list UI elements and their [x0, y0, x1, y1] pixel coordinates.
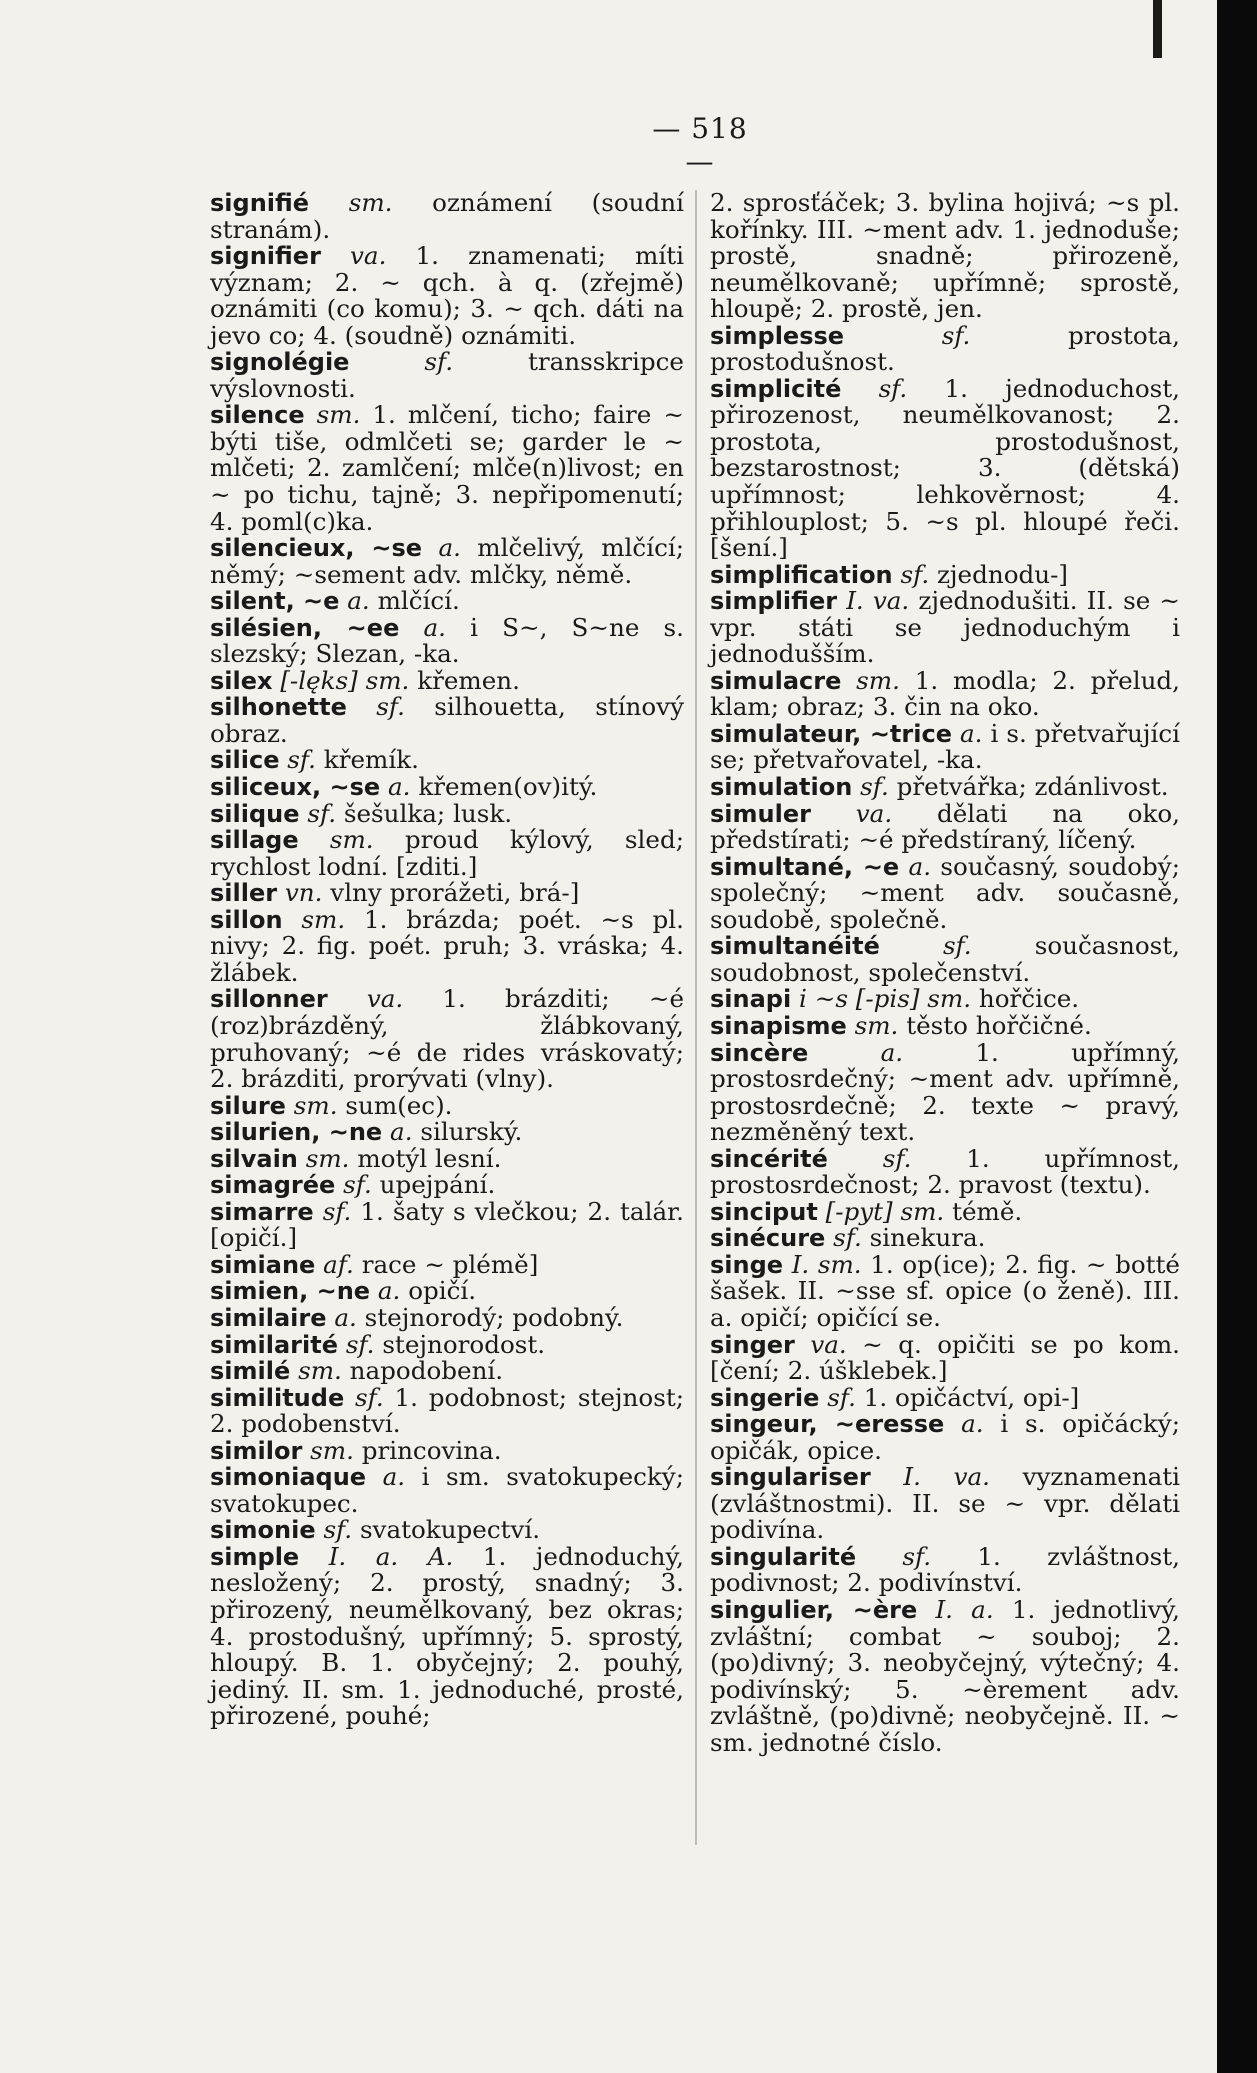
entry-definition: témě. [952, 1196, 1023, 1226]
entry-headword: similaire [210, 1303, 327, 1332]
entry-headword: simultané, ~e [710, 852, 900, 881]
dictionary-entry [710, 1464, 1180, 1544]
dictionary-entry [210, 1278, 684, 1305]
entry-grammar: sf. [322, 1196, 352, 1226]
page-number: — 518 — [652, 112, 748, 178]
dictionary-entry [710, 190, 1180, 323]
entry-grammar: a. [388, 772, 411, 802]
dictionary-entry [210, 665, 684, 695]
dictionary-entry [710, 1225, 1180, 1252]
dictionary-entry [710, 718, 1180, 775]
entry-headword: simonie [210, 1516, 316, 1545]
entry-definition: křemík. [323, 745, 419, 775]
entry-definition: i sm. svatokupecký; svatokupec. [210, 1462, 684, 1518]
entry-definition: 1. mlčení, ticho; faire ~ býti tiše, odmlčeti se; garder le ~ mlčeti; 2. zamlčení; mlče(n)livost; en ~ po tichu, tajně; 3. nepřipomenutí; 4. poml(c)ka. [210, 400, 684, 536]
dictionary-entry [710, 1010, 1180, 1040]
dictionary-entry [210, 1464, 684, 1517]
entry-grammar: a. [961, 1409, 984, 1439]
entry-definition: 1. zvláštnost, podivnost; 2. podivínství. [710, 1541, 1180, 1598]
dictionary-entry [210, 1196, 684, 1253]
dictionary-entry [210, 190, 684, 243]
entry-definition: i S~, S~ne s. slezský; Slezan, -ka. [210, 612, 684, 669]
dictionary-entry [710, 1143, 1180, 1200]
entry-definition: 1. jednoduchost, přirozenost, neumělkovanost; 2. prostota, prostodušnost, bezstarostnost; 3. (dětská) upřímnost; lehkověrnost; 4. přihlouplost; 5. ~s pl. hloupé řeči. [šení.] [710, 373, 1180, 563]
entry-definition: šešulka; lusk. [343, 798, 513, 828]
dictionary-entry [210, 1541, 684, 1731]
entry-definition: těsto hořčičné. [906, 1010, 1092, 1040]
entry-definition: 2. sprosťáček; 3. bylina hojivá; ~s pl. kořínky. III. ~ment adv. 1. jednoduše; prostě, snadně; přirozeně, neumělkovaně; upřímně; sprostě, hloupě; 2. prostě, jen. [710, 188, 1180, 324]
entry-headword: siliceux, ~se [210, 773, 381, 802]
entry-definition: svatokupectví. [359, 1515, 541, 1545]
entry-grammar: a. [880, 1037, 904, 1067]
entry-grammar: I. a. A. [328, 1541, 454, 1571]
entry-definition: 1. jednotlivý, zvláštní; combat ~ souboj; 2. (po)divný; 3. neobyčejný, výtečný; 4. podivínský; 5. ~èrement adv. zvláštně, (po)divně; neobyčejně. II. ~ sm. jednotné číslo. [710, 1594, 1180, 1757]
entry-grammar: sf. [942, 931, 972, 961]
dictionary-entry [210, 1249, 684, 1279]
entry-grammar: I. a. [935, 1594, 994, 1624]
dictionary-entry [210, 1517, 684, 1544]
entry-headword: silique [210, 799, 300, 828]
entry-headword: sillonner [210, 985, 328, 1014]
entry-definition: i s. opičácký; opičák, opice. [710, 1409, 1180, 1465]
dictionary-entry [710, 1249, 1180, 1332]
entry-grammar: a. [347, 586, 370, 616]
entry-grammar: a. [382, 1462, 406, 1492]
entry-grammar: sf. [878, 373, 908, 403]
entry-grammar: sf. [941, 320, 971, 350]
entry-definition: ~ q. opičiti se po kom. [čení; 2. úšklebek.] [710, 1329, 1180, 1386]
entry-definition: křemen(ov)itý. [418, 772, 598, 802]
entry-headword: simoniaque [210, 1463, 367, 1492]
entry-headword: sinécure [710, 1224, 826, 1253]
dictionary-entry [210, 1302, 684, 1332]
entry-headword: simplifier [710, 587, 838, 616]
dictionary-entry [710, 588, 1180, 668]
entry-grammar: I. va. [903, 1462, 990, 1492]
entry-definition: hořčice. [978, 984, 1080, 1014]
entry-headword: simiane [210, 1250, 316, 1279]
entry-definition: transskripce výslovnosti. [210, 347, 684, 403]
entry-headword: siller [210, 879, 278, 908]
entry-grammar: sm. [316, 400, 361, 430]
entry-definition: oznámení (soudní stranám). [210, 188, 684, 244]
entry-definition: 1. brázda; poét. ~s pl. nivy; 2. fig. poét. pruh; 3. vráska; 4. žlábek. [210, 904, 684, 987]
entry-headword: similé [210, 1357, 291, 1386]
dictionary-entry [710, 933, 1180, 986]
entry-definition: princovina. [361, 1435, 502, 1465]
entry-grammar: a. [390, 1117, 413, 1147]
entry-definition: napodobení. [349, 1356, 504, 1386]
entry-headword: silice [210, 746, 280, 775]
entry-headword: similitude [210, 1383, 345, 1412]
entry-definition: 1. opičáctví, opi-] [863, 1382, 1080, 1412]
entry-headword: simple [210, 1542, 300, 1571]
entry-headword: sincérité [710, 1144, 828, 1173]
entry-definition: race ~ plémě] [361, 1249, 539, 1279]
entry-definition: vyznamenati (zvláštnostmi). II. se ~ vpr. dělati podivína. [710, 1462, 1180, 1545]
dictionary-entry [710, 373, 1180, 563]
entry-grammar: sf. [902, 1541, 932, 1571]
dictionary-entry [710, 559, 1180, 589]
dictionary-entry [210, 1382, 684, 1439]
dictionary-entry [210, 588, 684, 615]
dictionary-entry [210, 1358, 684, 1385]
dictionary-entry [210, 880, 684, 907]
entry-grammar: va. [366, 984, 404, 1014]
entry-grammar: sf. [827, 1382, 856, 1412]
entry-grammar: sf. [345, 1329, 375, 1359]
entry-definition: vlny prorážeti, brá-] [330, 878, 580, 908]
entry-grammar: a. [959, 718, 983, 748]
entry-definition: i s. přetvařující se; přetvařovatel, -ka. [710, 718, 1180, 775]
entry-grammar: a. [377, 1276, 401, 1306]
dictionary-entry [210, 1435, 684, 1465]
entry-definition: sum(ec). [345, 1090, 453, 1120]
entry-grammar: sm. [298, 1356, 342, 1386]
entry-grammar: sf. [287, 745, 316, 775]
dictionary-entry [710, 798, 1180, 855]
entry-definition: prostota, prostodušnost. [710, 320, 1180, 377]
entry-headword: silésien, ~ee [210, 613, 400, 642]
entry-headword: simagrée [210, 1171, 336, 1200]
entry-definition: 1. op(ice); 2. fig. ~ botté šašek. II. ~sse sf. opice (o ženě). III. a. opičí; opičící se. [710, 1249, 1180, 1332]
entry-definition: opičí. [408, 1276, 477, 1306]
entry-definition: 1. upřímný, prostosrdečný; ~ment adv. upřímně, prostosrdečně; 2. texte ~ pravý, nezměněný text. [710, 1037, 1180, 1147]
entry-headword: silure [210, 1091, 286, 1120]
entry-headword: silhonette [210, 693, 347, 722]
entry-grammar: a. [438, 533, 461, 563]
dictionary-entry [710, 1411, 1180, 1464]
dictionary-entry [210, 1090, 684, 1120]
entry-grammar: [-pyt] sm. [825, 1196, 945, 1226]
entry-headword: sincère [710, 1038, 809, 1067]
column-divider [695, 190, 697, 1845]
dictionary-entry [210, 1172, 684, 1199]
dictionary-entry [210, 535, 684, 588]
entry-grammar: va. [810, 1329, 847, 1359]
entry-headword: singulier, ~ère [710, 1595, 918, 1624]
entry-headword: simplification [710, 560, 893, 589]
entry-definition: současný, soudobý; společný; ~ment adv. současně, soudobě, společně. [710, 851, 1180, 934]
entry-headword: silencieux, ~se [210, 534, 423, 563]
dictionary-entry [210, 747, 684, 774]
entry-grammar: sf. [307, 798, 337, 828]
entry-headword: singularité [710, 1542, 857, 1571]
entry-definition: zjednodu-] [936, 559, 1068, 589]
entry-grammar: sf. [343, 1170, 372, 1200]
entry-definition: zjednodušiti. II. se ~ vpr. státi se jednoduchým i jednodušším. [710, 586, 1180, 669]
dictionary-entry [710, 1541, 1180, 1598]
entry-headword: silvain [210, 1144, 298, 1173]
entry-definition: 1. jednoduchý, nesložený; 2. prostý, snadný; 3. přirozený, neumělkovaný, bez okras; 4. prostodušný, upřímný; 5. sprostý, hloupý. B. 1. obyčejný; 2. pouhý, jediný. II. sm. 1. jednoduché, prosté, přirozené, pouhé; [210, 1541, 684, 1731]
entry-headword: sinapisme [710, 1011, 847, 1040]
entry-headword: simplesse [710, 321, 845, 350]
entry-definition: upejpání. [379, 1170, 496, 1200]
entry-grammar: a. [423, 612, 446, 642]
dictionary-entry [210, 774, 684, 801]
entry-grammar: sm. [348, 188, 393, 217]
entry-definition: přetvářka; zdánlivost. [896, 772, 1169, 802]
entry-headword: sinapi [710, 985, 792, 1014]
dictionary-entry [710, 1037, 1180, 1147]
entry-definition: dělati na oko, předstírati; ~é předstíraný, líčený. [710, 798, 1180, 855]
entry-grammar: a. [908, 851, 932, 881]
entry-grammar: sf. [900, 559, 930, 589]
dictionary-entry [210, 402, 684, 535]
entry-grammar: sf. [424, 347, 454, 377]
entry-definition: křemen. [417, 665, 520, 695]
entry-headword: signolégie [210, 348, 350, 377]
entry-definition: 1. šaty s vlečkou; 2. talár. [opičí.] [210, 1196, 684, 1253]
entry-grammar: sm. [293, 1090, 338, 1120]
entry-headword: simulation [710, 773, 853, 802]
entry-headword: simuler [710, 799, 811, 828]
entry-definition: silhouetta, stínový obraz. [210, 692, 684, 748]
entry-headword: silent, ~e [210, 587, 340, 616]
entry-headword: simien, ~ne [210, 1277, 371, 1306]
dictionary-entry [710, 1329, 1180, 1386]
page-edge-mark [1153, 0, 1162, 58]
entry-grammar: I. sm. [791, 1249, 862, 1279]
dictionary-entry [210, 612, 684, 669]
entry-headword: sinciput [710, 1197, 818, 1226]
dictionary-entry [210, 243, 684, 349]
entry-grammar: sm. [329, 825, 374, 855]
dictionary-entry [710, 1196, 1180, 1226]
entry-grammar: sf. [323, 1515, 353, 1545]
dictionary-entry [710, 851, 1180, 934]
entry-headword: simplicité [710, 374, 842, 403]
dictionary-entry [210, 1143, 684, 1173]
entry-definition: 1. upřímnost, prostosrdečnost; 2. pravost (textu). [710, 1143, 1180, 1200]
entry-headword: singerie [710, 1383, 820, 1412]
dictionary-entry [210, 986, 684, 1092]
entry-grammar: sm. [301, 904, 346, 934]
dictionary-entry [210, 827, 684, 880]
entry-definition: mlčelivý, mlčící; němý; ~sement adv. mlčky, němě. [210, 533, 684, 589]
entry-definition: 1. podobnost; stejnost; 2. podobenství. [210, 1382, 684, 1439]
entry-definition: 1. brázditi; ~é (roz)brázděný, žlábkovaný, pruhovaný; ~é de rides vráskovatý; 2. brázditi, prorývati (vlny). [210, 984, 684, 1094]
dictionary-entry [210, 1119, 684, 1146]
entry-headword: similor [210, 1436, 303, 1465]
entry-grammar: I. va. [846, 586, 910, 616]
entry-headword: silex [210, 666, 273, 695]
entry-grammar: sf. [882, 1143, 912, 1173]
right-column [710, 190, 1180, 1756]
entry-headword: similarité [210, 1330, 338, 1359]
dictionary-entry [710, 665, 1180, 722]
entry-grammar: sm. [310, 1435, 354, 1465]
dictionary-entry [210, 349, 684, 402]
entry-definition: silurský. [420, 1117, 523, 1147]
entry-headword: singer [710, 1330, 795, 1359]
entry-grammar: a. [334, 1302, 357, 1332]
scan-border [1217, 0, 1257, 2073]
entry-headword: simulateur, ~trice [710, 719, 952, 748]
entry-definition: sinekura. [869, 1223, 986, 1253]
entry-grammar: [-lęks] sm. [280, 665, 410, 695]
entry-headword: sillage [210, 826, 299, 855]
entry-headword: singeur, ~eresse [710, 1410, 945, 1439]
dictionary-entry [210, 1329, 684, 1359]
entry-grammar: sf. [860, 772, 889, 802]
entry-headword: simultanéité [710, 932, 880, 961]
entry-grammar: i ~s [-pis] sm. [799, 984, 972, 1014]
dictionary-entry [210, 694, 684, 747]
entry-headword: signifié [210, 189, 310, 217]
entry-grammar: va. [350, 241, 387, 271]
entry-headword: singulariser [710, 1463, 871, 1492]
entry-grammar: sf. [833, 1223, 862, 1253]
dictionary-entry [710, 986, 1180, 1013]
entry-grammar: sf. [376, 692, 405, 722]
entry-grammar: sm. [305, 1143, 350, 1173]
entry-definition: současnost, soudobnost, společenství. [710, 931, 1180, 987]
dictionary-entry [710, 1594, 1180, 1757]
dictionary-entry [710, 1382, 1180, 1412]
entry-definition: mlčící. [377, 586, 460, 616]
entry-headword: silurien, ~ne [210, 1118, 383, 1147]
dictionary-entry [710, 320, 1180, 377]
entry-headword: simarre [210, 1197, 314, 1226]
entry-headword: sillon [210, 905, 283, 934]
entry-headword: singe [710, 1250, 784, 1279]
entry-definition: 1. modla; 2. přelud, klam; obraz; 3. čin na oko. [710, 665, 1180, 722]
entry-headword: signifier [210, 242, 321, 271]
entry-grammar: vn. [284, 878, 323, 908]
entry-grammar: sf. [355, 1382, 384, 1412]
entry-definition: 1. znamenati; míti význam; 2. ~ qch. à q. (zřejmě) oznámiti (co komu); 3. ~ qch. dáti na jevo co; 4. (soudně) oznámiti. [210, 241, 684, 350]
entry-headword: silence [210, 401, 305, 430]
dictionary-entry [710, 774, 1180, 801]
left-column [210, 190, 684, 1730]
entry-headword: simulacre [710, 666, 842, 695]
dictionary-entry [210, 798, 684, 828]
entry-definition: stejnorodost. [382, 1329, 546, 1359]
entry-definition: stejnorodý; podobný. [364, 1302, 624, 1332]
entry-definition: motýl lesní. [357, 1143, 502, 1173]
dictionary-entry [210, 904, 684, 987]
entry-grammar: af. [323, 1249, 354, 1279]
entry-definition: proud kýlový, sled; rychlost lodní. [zditi.] [210, 825, 685, 881]
entry-grammar: sm. [854, 1010, 899, 1040]
entry-grammar: sm. [856, 665, 900, 695]
entry-grammar: va. [855, 798, 893, 828]
